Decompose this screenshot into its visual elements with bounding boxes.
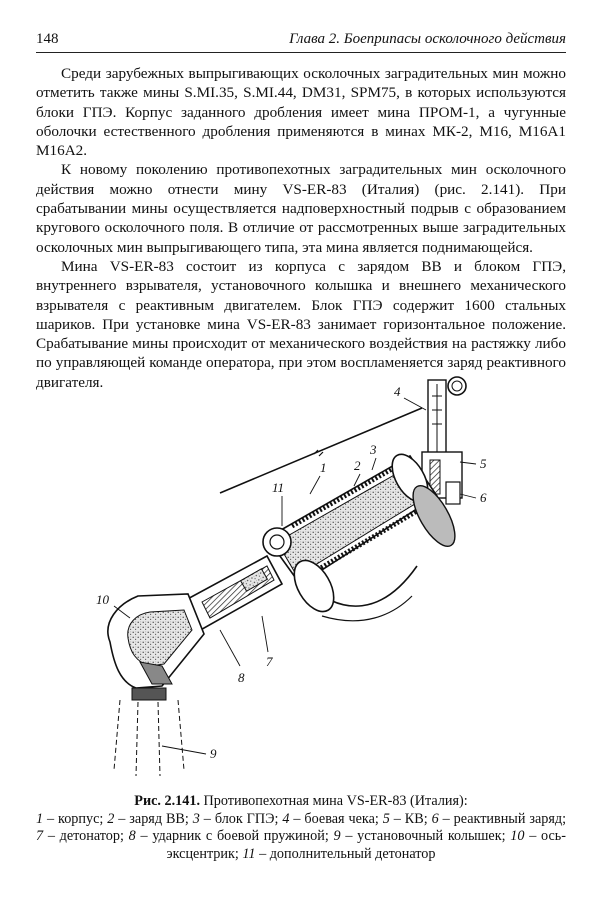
legend-text-2: – заряд ВВ;	[114, 810, 193, 827]
paragraph-2: К новому поколению противопехотных заградительных мин осколочного действия можно отнести мину VS-ER-83 (Италия) (рис. 2.141). При срабатывании мины осуществляется надповерхностный подрыв с образованием кругового осколочного поля. В отличие от рассмотренных выше заградительных осколочных мин выпрыгивающего типа, эта мина является поднимающейся.	[36, 161, 566, 256]
label-11: 11	[272, 480, 285, 495]
legend-num-9: 9	[333, 828, 341, 844]
legend-num-8: 8	[128, 828, 136, 844]
stake	[114, 688, 184, 776]
caption-title-text: Противопехотная мина VS-ER-83 (Италия):	[200, 793, 468, 809]
legend-num-7: 7	[36, 828, 44, 844]
legend-text-6: – реактивный заряд;	[438, 810, 567, 827]
legend-num-1: 1	[36, 810, 44, 827]
label-3: 3	[370, 442, 377, 457]
caption-title	[36, 793, 566, 811]
label-10: 10	[96, 592, 109, 607]
legend-text-11: – дополнительный детонатор	[255, 845, 436, 862]
label-4: 4	[394, 384, 401, 399]
legend-num-11: 11	[242, 845, 256, 862]
safety-pin-ring	[448, 377, 466, 395]
legend-text-1: – корпус;	[43, 810, 108, 827]
label-6: 6	[480, 490, 487, 505]
legend-num-2: 2	[107, 810, 115, 827]
legend-num-3: 3	[192, 810, 200, 827]
mine-figure	[92, 366, 512, 786]
page-number: 148	[36, 31, 59, 47]
mine-illustration	[92, 366, 512, 786]
running-header	[36, 30, 566, 53]
legend-num-6: 6	[431, 810, 439, 827]
additional-detonator	[263, 528, 291, 556]
legend-num-4: 4	[282, 810, 290, 827]
paragraph-1: Среди зарубежных выпрыгивающих осколочных заградительных мин можно отметить также мины S.MI.35, S.MI.44, DM31, SPM75, в которых используются блоки ГПЭ. Корпус заданного дробления имеет мина ПРОМ-1, а чугунные оболочки естественного дробления применяются в минах МК-2, M16, M16A1 M16A2.	[36, 65, 566, 160]
legend-text-9: – установочный колышек;	[340, 828, 511, 844]
legend-text-3: – блок ГПЭ;	[199, 810, 283, 827]
detonator-tube	[182, 528, 291, 632]
legend-text-8: – ударник с боевой пружиной;	[135, 828, 334, 844]
body-text	[36, 64, 566, 392]
label-8: 8	[238, 670, 245, 685]
legend-num-5: 5	[382, 810, 390, 827]
label-7: 7	[266, 654, 273, 669]
legend-text-7: – детонатор;	[43, 828, 129, 844]
figure-caption	[36, 793, 566, 863]
legend-text-4: – боевая чека;	[289, 810, 383, 827]
legend-text-5: – КВ;	[389, 810, 432, 827]
label-1: 1	[320, 460, 327, 475]
caption-number: Рис. 2.141.	[134, 793, 200, 809]
eccentric-head	[108, 594, 204, 688]
chapter-title: Глава 2. Боеприпасы осколочного действия	[289, 31, 566, 47]
caption-legend	[36, 811, 566, 864]
label-9: 9	[210, 746, 217, 761]
label-5: 5	[480, 456, 487, 471]
legend-text-10: – ось-эксцентрик;	[166, 828, 566, 862]
label-2: 2	[354, 458, 361, 473]
legend-num-10: 10	[510, 828, 525, 844]
paragraph-3: Мина VS-ER-83 состоит из корпуса с зарядом ВВ и блоком ГПЭ, внутреннего взрывателя, установочного колышка и внешнего механического взрывателя с реактивным двигателем. Блок ГПЭ содержит 1600 стальных шариков. При установке мина VS-ER-83 занимает горизонтальное положение. Срабатывание мины происходит от механического воздействия на растяжку либо по управляющей команде оператора, при этом воспламеняется заряд реактивного двигателя.	[36, 257, 566, 391]
